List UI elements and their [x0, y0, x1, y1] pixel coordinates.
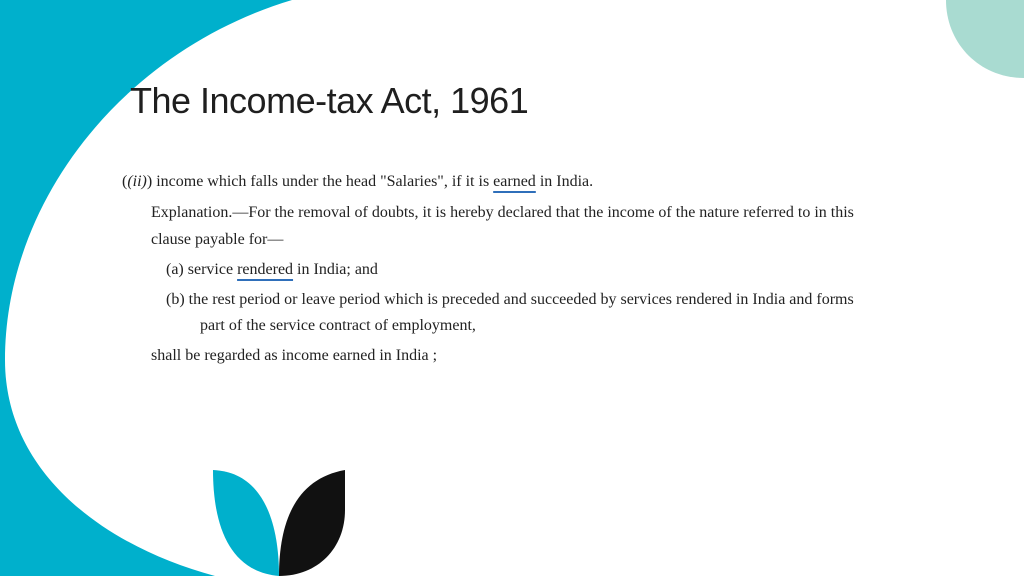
explanation-line-1: Explanation.—For the removal of doubts, it is hereby declared that the income of the nature referred to in this — [151, 204, 854, 221]
item-b-text-1: the rest period or leave period which is preceded and succeeded by services rendered in India and forms — [184, 291, 854, 308]
item-a-text-after: in India; and — [293, 261, 378, 278]
leaf-cyan-shape — [213, 470, 279, 576]
clause-ii-text-before: income which falls under the head "Salaries", if it is — [152, 173, 494, 190]
rendered-underlined-word: rendered — [237, 261, 294, 278]
clause-ii-label: (ii) — [127, 173, 147, 190]
item-a-text-before: service — [183, 261, 238, 278]
mint-corner-shape — [946, 0, 1024, 78]
explanation-line-2: clause payable for— — [151, 231, 284, 248]
item-b-label: (b) — [166, 291, 185, 308]
item-a-line — [166, 261, 378, 279]
earned-underlined-word: earned — [493, 173, 536, 190]
clause-ii-text-after: in India. — [535, 173, 594, 190]
leaf-dark-shape — [279, 470, 345, 576]
item-b-line-1 — [166, 291, 854, 309]
closing-line: shall be regarded as income earned in India ; — [151, 347, 438, 364]
slide-title: The Income-tax Act, 1961 — [130, 80, 529, 121]
item-a-label: (a) — [166, 261, 184, 278]
clause-ii-line: ((ii)) income which falls under the head "Salaries", if it is earned in India. — [122, 173, 594, 190]
item-b-line-2: part of the service contract of employment, — [200, 317, 476, 334]
